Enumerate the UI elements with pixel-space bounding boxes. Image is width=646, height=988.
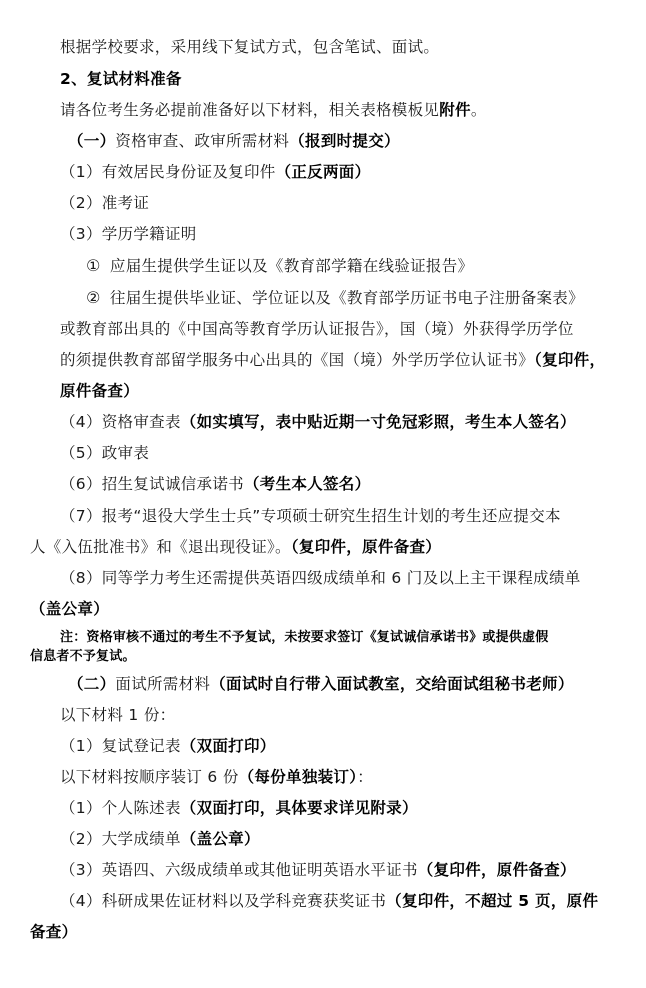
list-item-8-text: （8）同等学力考生还需提供英语四级成绩单和 6 门及以上主干课程成绩单: [60, 569, 581, 587]
list-item-1-note: （正反两面）: [275, 163, 371, 181]
note-text-1: 注：资格审核不通过的考生不予复试，未按要求签订《复试诚信承诺书》或提供虚假: [60, 630, 549, 645]
binding-note: （每份单独装订）: [238, 768, 358, 786]
bound-item-2: [60, 829, 260, 849]
material-count-text: 以下材料 1 份：: [60, 706, 176, 724]
section-heading-text: 2、复试材料准备: [60, 70, 182, 88]
sub-item-2-line-2-text: 或教育部出具的《中国高等教育学历认证报告》，国（境）外获得学历学位: [60, 320, 574, 338]
bound-item-2-text: （2）大学成绩单: [60, 830, 181, 848]
subsection-2-number: （二）: [68, 675, 116, 693]
sub-item-1-text: 应届生提供学生证以及《教育部学籍在线验证报告》: [109, 257, 474, 275]
sub-item-2-line-3-text: 的须提供教育部留学服务中心出具的《国（境）外学历学位认证书》: [60, 351, 535, 369]
instruction-end: 。: [470, 101, 487, 119]
list-item-6-note: （考生本人签名）: [243, 475, 371, 493]
bound-item-4-note-end: 备查）: [30, 923, 78, 941]
subsection-1-title: 资格审查、政审所需材料: [115, 132, 290, 150]
list-item-4-note: （如实填写，表中贴近期一寸免冠彩照，考生本人签名）: [180, 413, 576, 431]
sub-item-2-line-3: [60, 350, 605, 370]
subsection-2-heading: [68, 674, 574, 694]
list-item-7-note: （复印件，原件备查）: [290, 538, 442, 556]
note-line-2: [30, 647, 136, 667]
binding-text: 以下材料按顺序装订 6 份: [60, 768, 239, 786]
list-item-6-text: （6）招生复试诚信承诺书: [60, 475, 244, 493]
list-item-5-text: （5）政审表: [60, 444, 150, 462]
list-item-7-text: （7）报考“退役大学生士兵”专项硕士研究生招生计划的考生还应提交本: [60, 507, 561, 525]
list-item-6: [60, 474, 370, 494]
intro-line: [60, 37, 439, 57]
binding-colon: ：: [357, 768, 374, 786]
sub-item-2-note-end: 原件备查）: [60, 382, 140, 400]
list-item-2-text: （2）准考证: [60, 194, 150, 212]
bound-item-4-line-2: [30, 922, 77, 942]
instruction-text: 请各位考生务必提前准备好以下材料，相关表格模板见: [60, 101, 440, 119]
list-item-8-line-2: [30, 599, 109, 619]
sub-item-2-note: （复印件，: [534, 351, 606, 369]
bound-item-4-text: （4）科研成果佐证材料以及学科竞赛获奖证书: [60, 892, 387, 910]
list-item-4-text: （4）资格审查表: [60, 413, 181, 431]
bound-item-3-text: （3）英语四、六级成绩单或其他证明英语水平证书: [60, 861, 418, 879]
sub-item-2-line-4: [60, 381, 139, 401]
list-item-5: [60, 443, 149, 463]
list-item-3-text: （3）学历学籍证明: [60, 225, 197, 243]
section-heading-2: [60, 69, 182, 89]
bound-item-2-note: （盖公章）: [180, 830, 260, 848]
list-item-7: [60, 506, 561, 526]
material-count-line: [60, 705, 175, 725]
list-item-1-text: （1）有效居民身份证及复印件: [60, 163, 276, 181]
bound-item-3: [60, 860, 576, 880]
intro-text: 根据学校要求，采用线下复试方式，包含笔试、面试。: [60, 38, 440, 56]
sub-item-2-line-2: [60, 319, 574, 339]
sub-item-2: [86, 288, 584, 308]
subsection-2-title: 面试所需材料: [115, 675, 211, 693]
bound-item-4: [60, 891, 598, 911]
bound-item-4-note: （复印件，不超过 5 页，原件: [386, 892, 599, 910]
list-item-8: [60, 568, 581, 588]
binding-instruction: [60, 767, 373, 787]
bound-item-1-text: （1）个人陈述表: [60, 799, 181, 817]
circled-two-marker: ②: [86, 288, 101, 307]
material-item-1: [60, 736, 276, 756]
circled-one-marker: ①: [86, 256, 101, 275]
subsection-1-number: （一）: [68, 132, 116, 150]
list-item-2: [60, 193, 149, 213]
material-item-1-note: （双面打印）: [180, 737, 276, 755]
note-line-1: [60, 628, 548, 648]
list-item-8-note: （盖公章）: [30, 600, 110, 618]
sub-item-2-text: 往届生提供毕业证、学位证以及《教育部学历证书电子注册备案表》: [109, 289, 584, 307]
note-text-2: 信息者不予复试。: [30, 649, 136, 664]
subsection-1-note: （报到时提交）: [289, 132, 400, 150]
list-item-3: [60, 224, 197, 244]
list-item-7-line-2: [30, 537, 441, 557]
subsection-2-note: （面试时自行带入面试教室，交给面试组秘书老师）: [210, 675, 574, 693]
instruction-line: [60, 100, 487, 120]
list-item-7-line-2-text: 人《入伍批准书》和《退出现役证》。: [30, 538, 291, 556]
bound-item-1-note: （双面打印，具体要求详见附录）: [180, 799, 418, 817]
sub-item-1: [86, 256, 473, 276]
list-item-1: [60, 162, 370, 182]
attachment-ref: 附件: [439, 101, 471, 119]
subsection-1-heading: [68, 131, 400, 151]
bound-item-3-note: （复印件，原件备查）: [417, 861, 576, 879]
material-item-1-text: （1）复试登记表: [60, 737, 181, 755]
list-item-4: [60, 412, 576, 432]
bound-item-1: [60, 798, 418, 818]
